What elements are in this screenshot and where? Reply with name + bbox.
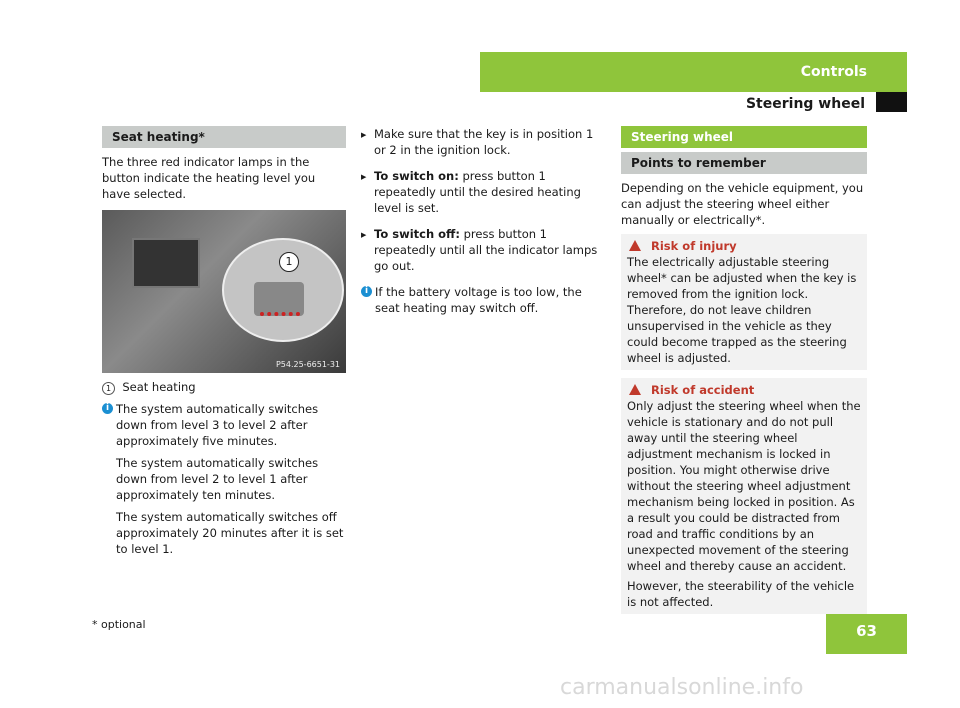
info-note-battery [361,284,607,316]
warning-text: The electrically adjustable steering wheel* can be adjusted when the key is removed from the ignition lock. Therefore, do not leave children unsupervised in the vehicle as they could become trapped as the steering wheel is adjusted. [627,255,857,365]
column-3 [621,126,867,614]
warning-title: Risk of injury [651,239,737,253]
warning-icon [629,384,641,395]
warning-title: Risk of accident [651,383,755,397]
step-key-position: ▶ Make sure that the key is in position 1 or 2 in the ignition lock. [361,126,607,158]
warning-injury [621,234,867,370]
info-text-3: The system automatically switches off approximately 20 minutes after it is set to level 1. [116,510,344,556]
step-switch-on [361,168,607,216]
steering-intro: Depending on the vehicle equipment, you can adjust the steering wheel either manually or electrically*. [621,181,864,227]
column-1 [102,126,346,557]
info-icon: i [361,286,372,297]
button-detail-inset [222,238,344,342]
chapter-tab [480,52,907,92]
warning-icon [629,240,641,251]
warning-text: Only adjust the steering wheel when the vehicle is stationary and do not pull away until the steering wheel adjustment mechanism is locked in position. You might otherwise drive without the steering wheel adjustment mechanism being locked in position. As a result you could be distracted from road and traffic conditions by an unexpected movement of the steering wheel and thereby cause an accident. [627,399,861,573]
battery-note: If the battery voltage is too low, the seat heating may switch off. [375,285,582,315]
page-number: 63 [826,614,907,654]
indicator-lamps [260,312,300,320]
seat-heating-heading: Seat heating* [102,126,346,148]
switch-on-label: To switch on: [374,169,459,183]
thumb-marker [876,92,907,112]
steering-wheel-heading: Steering wheel [621,126,867,148]
step-switch-off [361,226,607,274]
caption-text: Seat heating [122,380,196,394]
seat-heating-photo [102,210,346,373]
display-screen [132,238,200,288]
info-note-1 [102,401,346,557]
column-2 [361,126,607,316]
section-title: Steering wheel [745,96,865,112]
switch-off-text: press button 1 repeatedly until all the indicator lamps go out. [374,227,598,273]
chapter-title: Controls [800,64,867,80]
switch-off-label: To switch off: [374,227,460,241]
seat-heating-intro: The three red indicator lamps in the button indicate the heating level you have selected. [102,155,316,201]
info-icon: i [102,403,113,414]
switch-on-text: press button 1 repeatedly until the desired heating level is set. [374,169,581,215]
footnote: * optional [92,618,146,631]
callout-icon: 1 [102,382,115,395]
caption [102,379,346,395]
seat-heating-button [254,282,304,316]
info-text-1: The system automatically switches down from level 3 to level 2 after approximately five minutes. [116,402,319,448]
warning-accident [621,378,867,614]
callout-marker: 1 [279,252,299,272]
info-text-2: The system automatically switches down from level 2 to level 1 after approximately ten minutes. [116,456,319,502]
image-code: P54.25-6651-31 [275,360,340,369]
watermark: carmanualsonline.info [560,675,804,700]
warning-text-2: However, the steerability of the vehicle is not affected. [627,579,855,609]
points-to-remember-heading: Points to remember [621,152,867,174]
